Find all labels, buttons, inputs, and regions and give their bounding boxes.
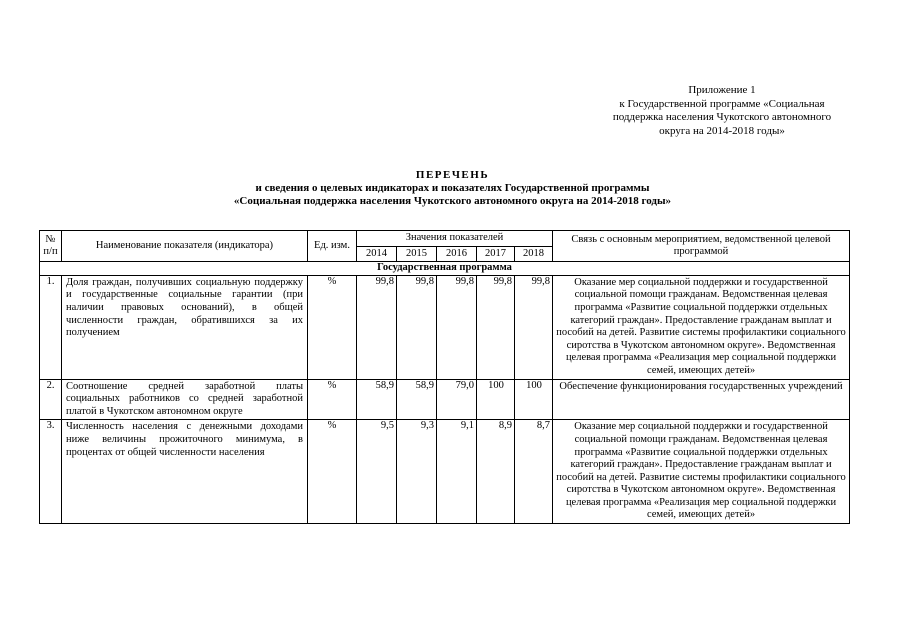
row-value: 9,1	[437, 420, 477, 524]
document-subtitle-1: и сведения о целевых индикаторах и показателях Государственной программы	[255, 182, 650, 194]
row-link: Обеспечение функционирования государственных учреждений	[553, 379, 850, 420]
row-value: 100	[477, 379, 515, 420]
row-num: 2.	[40, 379, 62, 420]
row-value: 58,9	[357, 379, 397, 420]
row-link: Оказание мер социальной поддержки и государственной социальной помощи гражданам. Ведомственная целевая программа «Развитие социальной поддержки отдельных категорий граждан». Предоставление гражданам выплат и пособий на детей. Развитие системы профилактики социального сиротства в Чукотском автономном округе». Ведомственная целевая программа «Реализация мер социальной поддержки семей, имеющих детей»	[553, 275, 850, 379]
document-heading	[0, 169, 905, 208]
row-value: 8,7	[515, 420, 553, 524]
row-name: Доля граждан, получивших социальную поддержку и государственные социальные гарантии (при наличии правовых оснований), в общей численности граждан, обратившихся за их получением	[62, 275, 308, 379]
row-value: 99,8	[397, 275, 437, 379]
header-values: Значения показателей	[357, 231, 553, 247]
appendix-line-1: Приложение 1	[688, 84, 756, 96]
header-year: 2018	[515, 246, 553, 262]
row-value: 99,8	[437, 275, 477, 379]
document-title: ПЕРЕЧЕНЬ	[415, 169, 490, 181]
row-unit: %	[308, 420, 357, 524]
table-row	[40, 275, 850, 379]
indicators-table	[39, 230, 850, 524]
row-value: 9,3	[397, 420, 437, 524]
header-name: Наименование показателя (индикатора)	[62, 231, 308, 262]
row-unit: %	[308, 379, 357, 420]
appendix-line-2: к Государственной программе «Социальная	[619, 97, 825, 110]
row-link: Оказание мер социальной поддержки и государственной социальной помощи гражданам. Ведомственная целевая программа «Развитие социальной поддержки отдельных категорий граждан». Предоставление гражданам выплат и пособий на детей. Развитие системы профилактики социального сиротства в Чукотском автономном округе». Ведомственная целевая программа «Реализация мер социальной поддержки семей, имеющих детей»	[553, 420, 850, 524]
appendix-line-3: поддержка населения Чукотского автономного	[612, 111, 832, 124]
row-num: 3.	[40, 420, 62, 524]
row-value: 58,9	[397, 379, 437, 420]
row-value: 9,5	[357, 420, 397, 524]
section-row	[40, 262, 850, 276]
header-year: 2016	[437, 246, 477, 262]
table-row	[40, 379, 850, 420]
header-link: Связь с основным мероприятием, ведомственной целевой программой	[553, 231, 850, 262]
header-year: 2017	[477, 246, 515, 262]
appendix-line-4: округа на 2014-2018 годы»	[659, 124, 785, 137]
table-header-row	[40, 231, 850, 247]
row-unit: %	[308, 275, 357, 379]
header-year: 2015	[397, 246, 437, 262]
appendix-block	[576, 84, 868, 138]
header-num: № п/п	[40, 231, 62, 262]
table-row	[40, 420, 850, 524]
row-value: 79,0	[437, 379, 477, 420]
row-value: 8,9	[477, 420, 515, 524]
row-name: Соотношение средней заработной платы социальных работников со средней заработной платой в Чукотском автономном округе	[62, 379, 308, 420]
row-value: 99,8	[515, 275, 553, 379]
row-name: Численность населения с денежными доходами ниже величины прожиточного минимума, в процентах от общей численности населения	[62, 420, 308, 524]
document-subtitle-2: «Социальная поддержка населения Чукотского автономного округа на 2014-2018 годы»	[233, 195, 672, 207]
section-title: Государственная программа	[40, 262, 850, 276]
header-year: 2014	[357, 246, 397, 262]
row-num: 1.	[40, 275, 62, 379]
row-value: 100	[515, 379, 553, 420]
row-value: 99,8	[477, 275, 515, 379]
header-unit: Ед. изм.	[308, 231, 357, 262]
row-value: 99,8	[357, 275, 397, 379]
